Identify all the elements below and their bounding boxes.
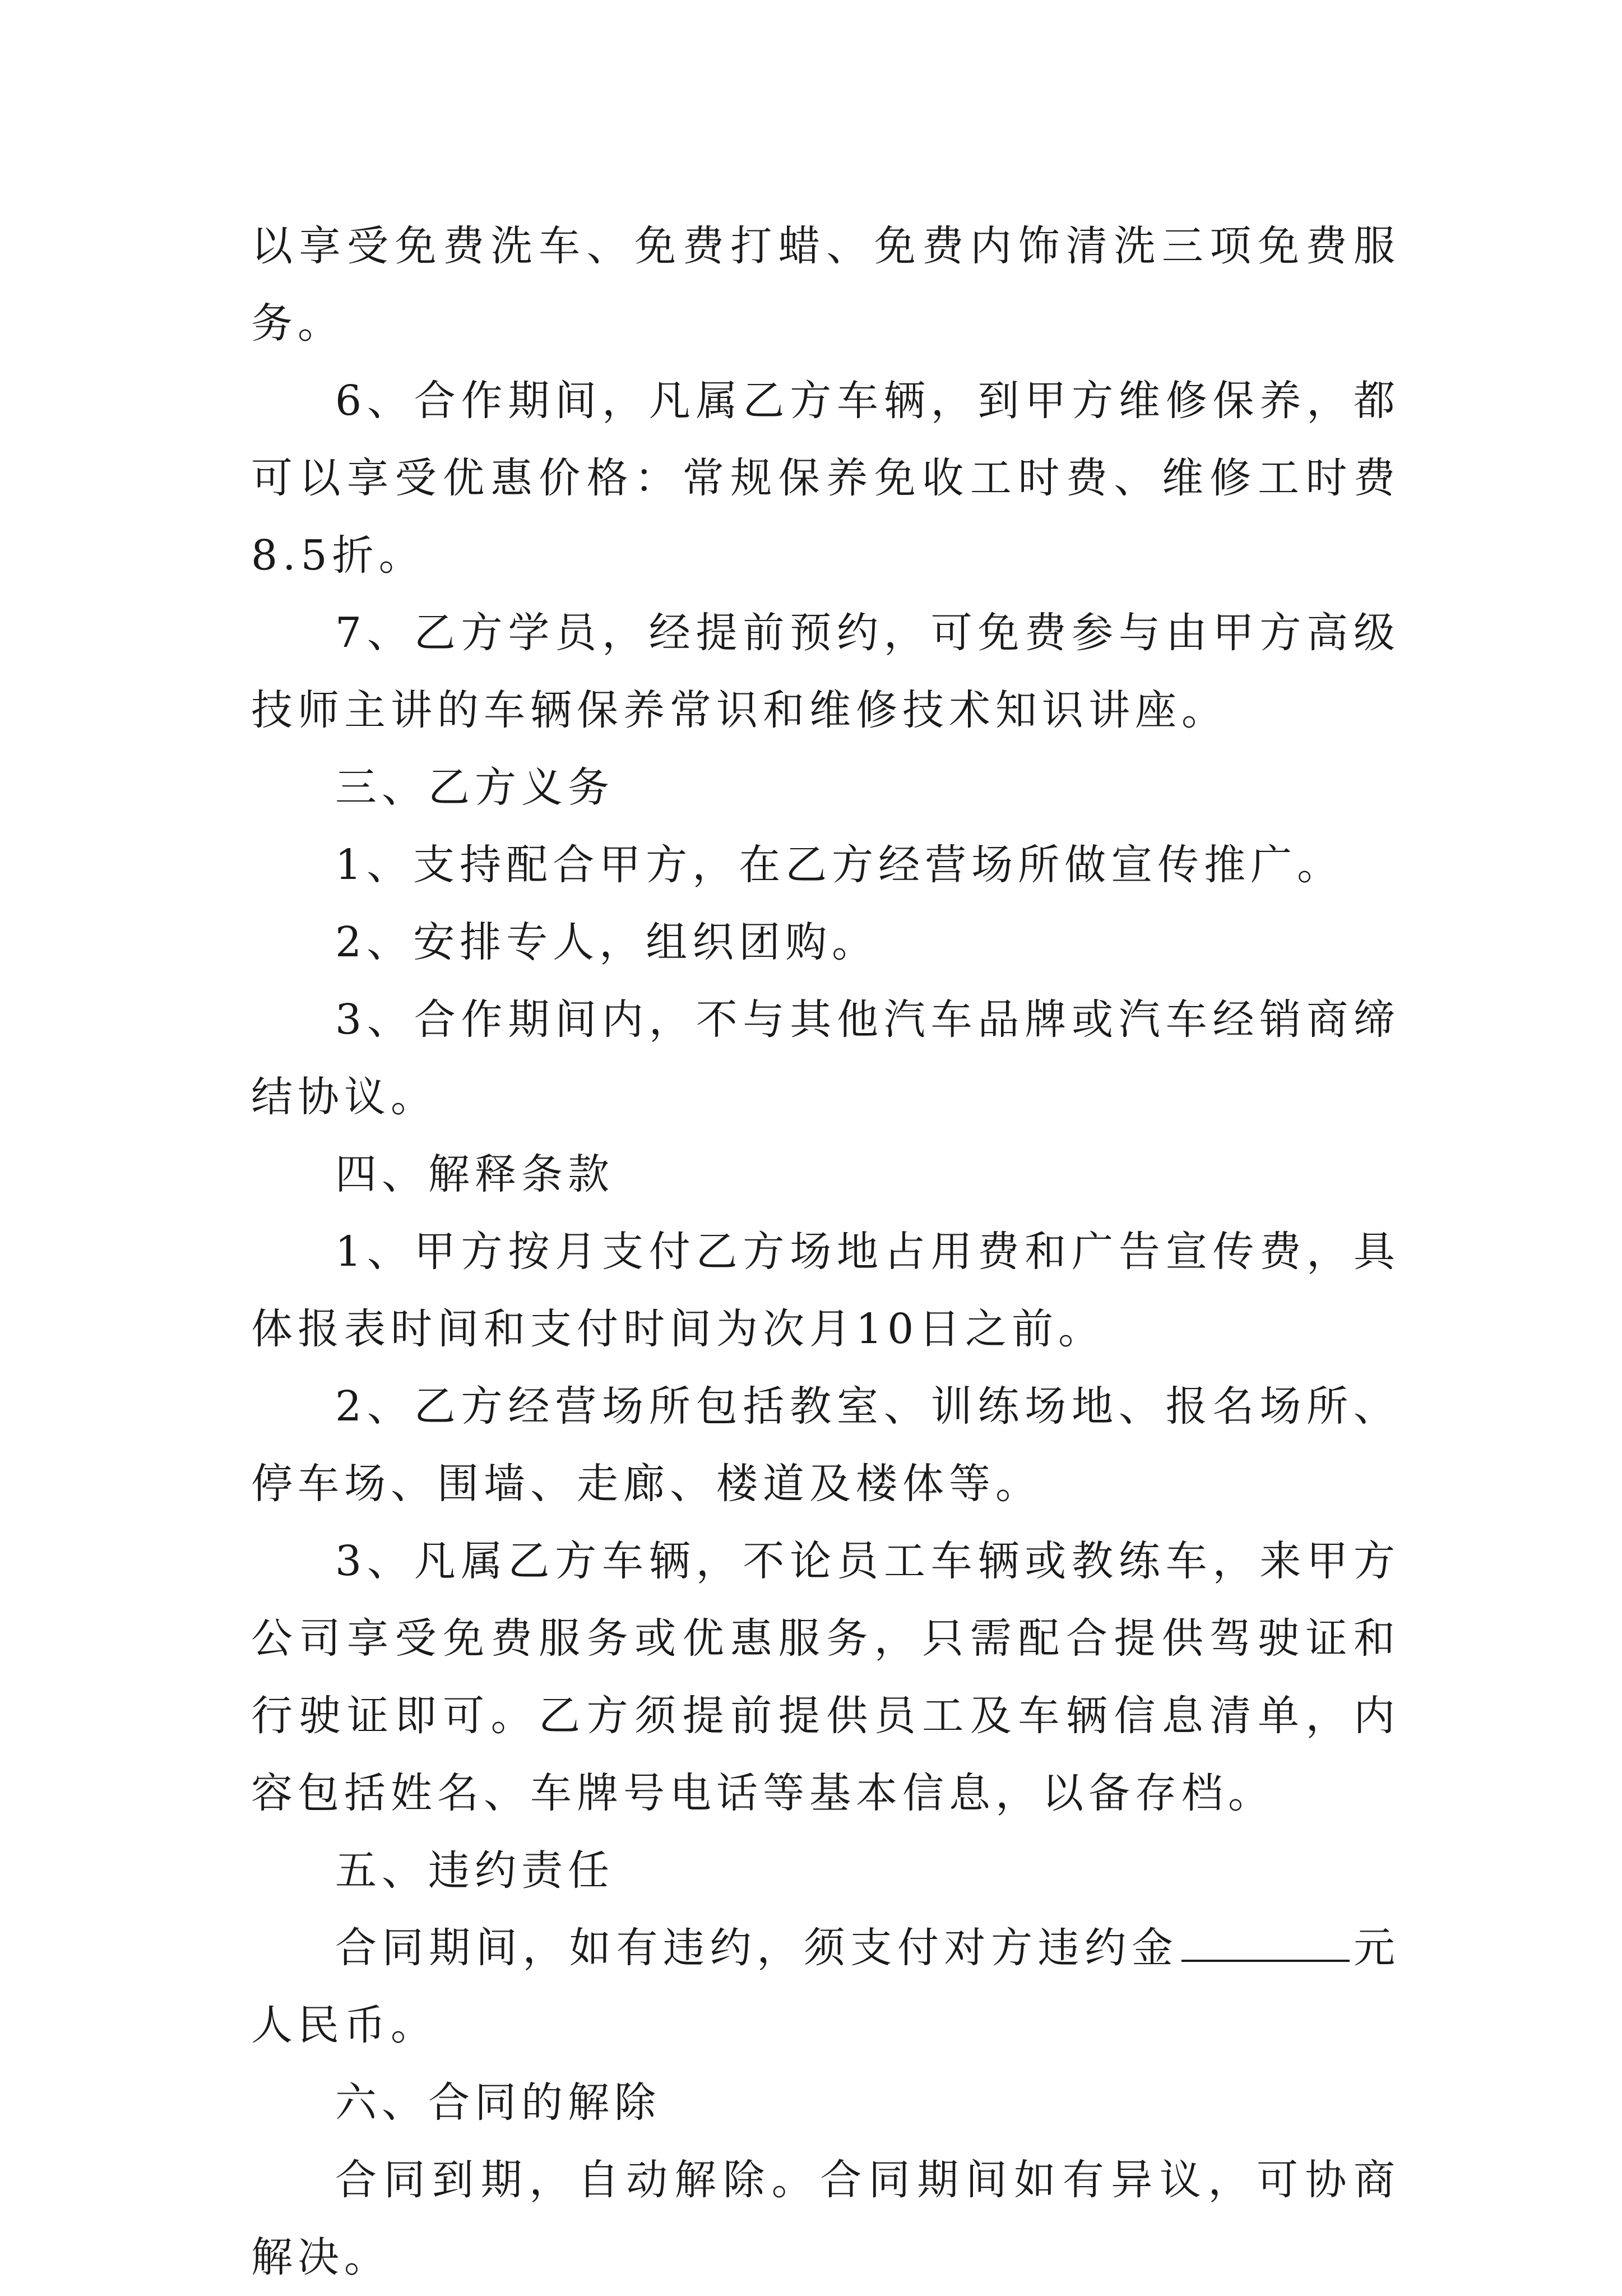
paragraph-clause-6: 6、合作期间，凡属乙方车辆，到甲方维修保养，都可以享受优惠价格：常规保养免收工时费、维修工时费8.5折。 (251, 377, 1400, 580)
paragraph-interpretation-2: 2、乙方经营场所包括教室、训练场地、报名场所、停车场、围墙、走廊、楼道及楼体等。 (251, 1382, 1400, 1508)
section-heading-obligations: 三、乙方义务 (335, 763, 614, 812)
paragraph-interpretation-3: 3、凡属乙方车辆，不论员工车辆或教练车，来甲方公司享受免费服务或优惠服务，只需配合提供驾驶证和行驶证即可。乙方须提前提供员工及车辆信息清单，内容包括姓名、车牌号电话等基本信息，以备存档。 (251, 1537, 1400, 1817)
paragraph-obligation-1: 1、支持配合甲方，在乙方经营场所做宣传推广。 (335, 841, 1344, 889)
breach-text-after: 元人民币。 (251, 1924, 1401, 2049)
document-body (251, 207, 1400, 2296)
paragraph-service-continued: 以享受免费洗车、免费打蜡、免费内饰清洗三项免费服务。 (251, 222, 1400, 348)
breach-text-before: 合同期间，如有违约，须支付对方违约金 (335, 1924, 1179, 1972)
paragraph-obligation-3: 3、合作期间内，不与其他汽车品牌或汽车经销商缔结协议。 (251, 996, 1400, 1121)
paragraph-clause-7: 7、乙方学员，经提前预约，可免费参与由甲方高级技师主讲的车辆保养常识和维修技术知识讲座。 (251, 609, 1400, 734)
section-heading-breach: 五、违约责任 (335, 1846, 614, 1895)
penalty-amount-blank (1181, 1920, 1350, 1962)
paragraph-interpretation-1: 1、甲方按月支付乙方场地占用费和广告宣传费，具体报表时间和支付时间为次月10日之前。 (251, 1228, 1400, 1353)
section-heading-termination: 六、合同的解除 (335, 2079, 661, 2127)
paragraph-termination: 合同到期，自动解除。合同期间如有异议，可协商解决。 (251, 2156, 1400, 2281)
paragraph-obligation-2: 2、安排专人，组织团购。 (335, 918, 879, 966)
section-heading-interpretation: 四、解释条款 (335, 1150, 614, 1198)
paragraph-breach (251, 1909, 1400, 2064)
